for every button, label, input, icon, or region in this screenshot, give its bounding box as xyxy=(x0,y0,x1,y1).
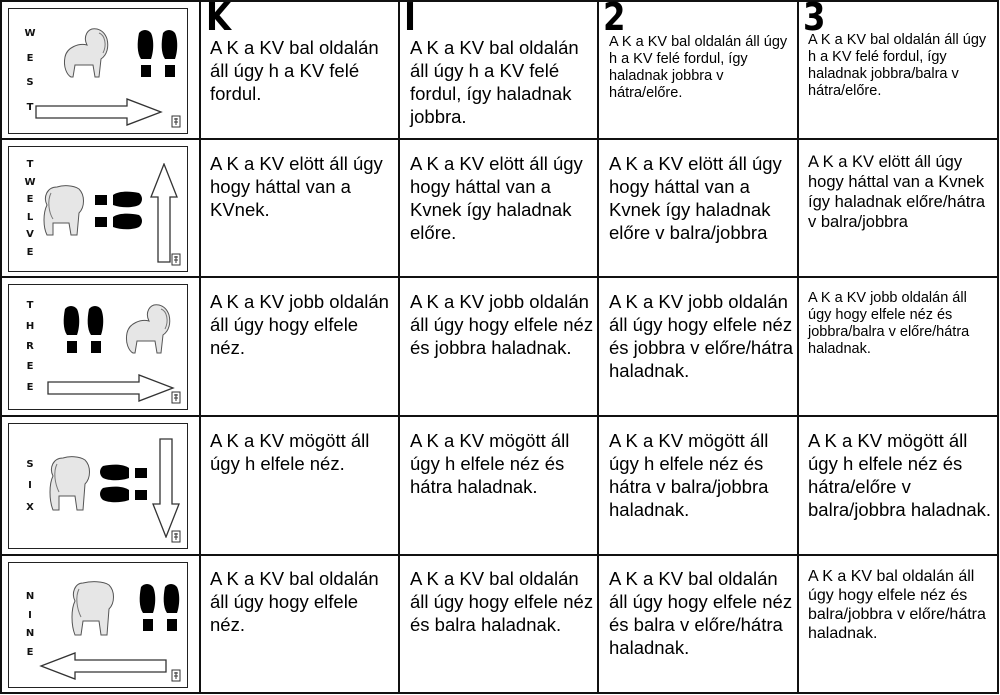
logo-icon xyxy=(171,253,181,266)
dog-icon xyxy=(45,454,97,514)
cell-nine-k: A K a KV bal oldalán áll úgy hogy elfele néz. xyxy=(210,568,379,635)
dog-icon xyxy=(39,183,91,239)
footprints-icon xyxy=(61,305,105,359)
grid-line xyxy=(398,0,400,694)
cell-nine-3: A K a KV bal oldalán áll úgy hogy elfele néz és balra/jobbra v előre/hátra haladnak. xyxy=(808,568,986,642)
grid-line xyxy=(0,554,999,556)
position-card-west xyxy=(8,8,188,134)
position-card-twelve xyxy=(8,146,188,272)
arrow-up-icon xyxy=(149,163,179,263)
cell-west-i: A K a KV bal oldalán áll úgy h a KV felé fordul, így haladnak jobbra. xyxy=(410,37,579,127)
grid-line xyxy=(0,415,999,417)
position-label-three: T H R E E xyxy=(25,300,35,393)
cell-three-k: A K a KV jobb oldalán áll úgy hogy elfele néz. xyxy=(210,291,389,358)
footprints-icon xyxy=(137,583,181,637)
position-card-three xyxy=(8,284,188,410)
position-label-nine: N I N E xyxy=(25,590,35,659)
logo-icon xyxy=(171,391,181,404)
cell-three-3: A K a KV jobb oldalán áll úgy hogy elfele néz és jobbra/balra v előre/hátra haladnak. xyxy=(808,290,970,357)
cell-six-i: A K a KV mögött áll úgy h elfele néz és hátra haladnak. xyxy=(410,430,570,497)
cell-twelve-i: A K a KV elött áll úgy hogy háttal van a Kvnek így haladnak előre. xyxy=(410,153,583,243)
cell-west-k: A K a KV bal oldalán áll úgy h a KV felé fordul. xyxy=(210,37,379,104)
grid-line xyxy=(797,0,799,694)
grid-line xyxy=(997,0,999,694)
cell-six-k: A K a KV mögött áll úgy h elfele néz. xyxy=(210,430,370,474)
column-header-k: K xyxy=(206,0,232,39)
logo-icon xyxy=(171,530,181,543)
footprints-icon xyxy=(97,462,153,506)
grid-line xyxy=(0,0,2,694)
arrow-right-icon xyxy=(35,97,163,127)
column-header-3: 3 xyxy=(803,0,826,39)
dog-icon xyxy=(57,25,117,81)
grid-line xyxy=(0,692,999,694)
cell-west-3: A K a KV bal oldalán áll úgy h a KV felé fordul, így haladnak jobbra/balra v hátra/előre. xyxy=(808,32,987,99)
grid-line xyxy=(0,276,999,278)
logo-icon xyxy=(171,669,181,682)
cell-six-2: A K a KV mögött áll úgy h elfele néz és hátra v balra/jobbra haladnak. xyxy=(609,430,769,520)
logo-icon xyxy=(171,115,181,128)
footprints-icon xyxy=(135,29,179,83)
footprints-icon xyxy=(89,189,145,233)
dog-icon xyxy=(65,579,121,639)
cell-nine-2: A K a KV bal oldalán áll úgy hogy elfele néz és balra v előre/hátra haladnak. xyxy=(609,568,793,658)
column-header-2: 2 xyxy=(603,0,626,39)
arrow-right-icon xyxy=(47,373,175,403)
cell-six-3: A K a KV mögött áll úgy h elfele néz és hátra/előre v balra/jobbra haladnak. xyxy=(808,430,992,520)
grid-line xyxy=(199,0,201,694)
arrow-left-icon xyxy=(39,651,167,681)
cell-three-2: A K a KV jobb oldalán áll úgy hogy elfele néz és jobbra v előre/hátra haladnak. xyxy=(609,291,794,381)
position-label-twelve: T W E L V E xyxy=(24,159,36,258)
cell-three-i: A K a KV jobb oldalán áll úgy hogy elfele néz és jobbra haladnak. xyxy=(410,291,594,358)
position-label-six: S I X xyxy=(26,458,34,513)
cell-twelve-3: A K a KV elött áll úgy hogy háttal van a Kvnek így haladnak előre/hátra v balra/jobbra xyxy=(808,153,986,231)
dog-icon xyxy=(119,301,179,357)
position-card-six xyxy=(8,423,188,549)
grid-line xyxy=(0,138,999,140)
cell-nine-i: A K a KV bal oldalán áll úgy hogy elfele néz és balra haladnak. xyxy=(410,568,594,635)
cell-west-2: A K a KV bal oldalán áll úgy h a KV felé fordul, így haladnak jobbra v hátra/előre. xyxy=(609,34,788,101)
grid-line xyxy=(0,0,999,2)
cell-twelve-k: A K a KV elött áll úgy hogy háttal van a KVnek. xyxy=(210,153,383,220)
arrow-down-icon xyxy=(151,438,181,538)
position-label-west: W E S T xyxy=(24,28,36,113)
position-card-nine xyxy=(8,562,188,688)
grid-line xyxy=(597,0,599,694)
column-header-i: I xyxy=(404,0,417,39)
cell-twelve-2: A K a KV elött áll úgy hogy háttal van a Kvnek így haladnak előre v balra/jobbra xyxy=(609,153,782,243)
